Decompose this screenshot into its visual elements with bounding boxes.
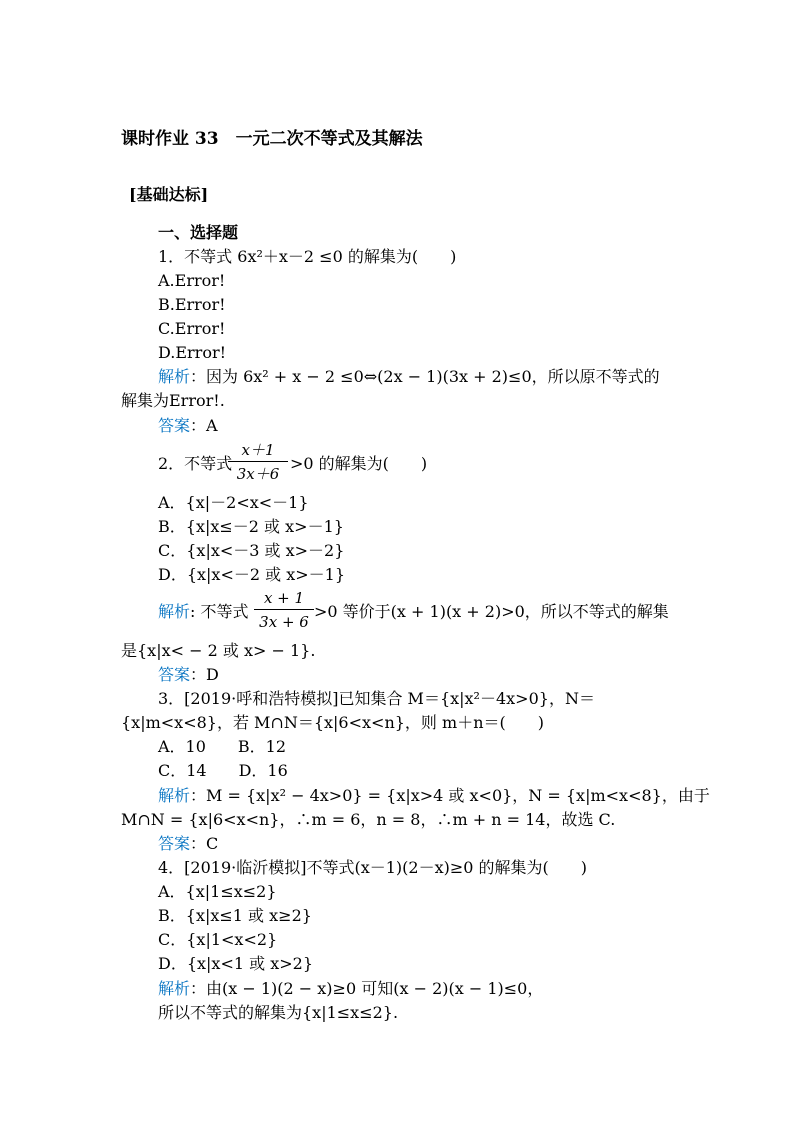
q2-analysis-prefix: : 不等式 <box>190 602 249 621</box>
q3-answer-value: ：C <box>190 834 219 853</box>
q1-answer <box>158 416 218 436</box>
fraction-bar <box>254 609 314 610</box>
q1-option-a: A.Error! <box>158 271 226 290</box>
q1-analysis-line2: 解集为Error!. <box>121 391 225 410</box>
answer-label: 答案 <box>158 416 191 435</box>
q2-stem-prefix: 2．不等式 <box>158 454 233 473</box>
q4-analysis-line2: 所以不等式的解集为{x|1≤x≤2}. <box>158 1003 399 1022</box>
q1-answer-value: ：A <box>190 416 218 435</box>
q2-analysis-frac-numerator: x + 1 <box>263 589 305 607</box>
q4-option-d: D．{x|x<1 或 x>2} <box>158 954 313 973</box>
q2-frac-denominator: 3x＋6 <box>236 465 280 483</box>
q2-option-d: D．{x|x<－2 或 x>－1} <box>158 565 345 584</box>
analysis-label: 解析 <box>158 786 191 805</box>
analysis-label: 解析 <box>158 367 191 386</box>
q2-option-b: B．{x|x≤－2 或 x>－1} <box>158 517 344 536</box>
q2-analysis-suffix: >0 等价于(x + 1)(x + 2)>0，所以不等式的解集 <box>314 602 669 621</box>
q2-analysis-line2: 是{x|x< − 2 或 x> − 1}. <box>121 641 316 660</box>
q2-option-c: C．{x|x<－3 或 x>－2} <box>158 541 345 560</box>
q3-analysis-text: ：M = {x|x² − 4x>0} = {x|x>4 或 x<0}，N = {x|m<x<8}，由于 <box>190 786 710 805</box>
q4-option-a: A．{x|1≤x≤2} <box>158 882 277 901</box>
q3-options-row2: C．14 D．16 <box>158 761 288 780</box>
q2-analysis-frac-denominator: 3x + 6 <box>259 613 309 631</box>
q2-answer-value: ：D <box>190 665 219 684</box>
q2-option-a: A．{x|－2<x<－1} <box>158 493 309 512</box>
answer-label: 答案 <box>158 834 191 853</box>
fraction-bar <box>228 461 288 462</box>
q2-analysis-line1 <box>158 602 249 622</box>
q4-analysis-text: ：由(x − 1)(2 − x)≥0 可知(x − 2)(x − 1)≤0， <box>190 979 544 998</box>
q1-option-c: C.Error! <box>158 319 226 338</box>
q4-option-c: C．{x|1<x<2} <box>158 930 278 949</box>
q3-analysis-line2: M∩N = {x|6<x<n}，∴m = 6，n = 8，∴m + n = 14，故选 C. <box>121 810 616 829</box>
q3-analysis-line1 <box>158 786 710 806</box>
section-label: [基础达标] <box>129 185 209 204</box>
q1-analysis-line1 <box>158 367 660 387</box>
q1-stem: 1．不等式 6x²＋x－2 ≤0 的解集为( ) <box>158 247 457 266</box>
q1-option-b: B.Error! <box>158 295 226 314</box>
analysis-label: 解析 <box>158 979 191 998</box>
q2-stem-fraction <box>228 441 288 483</box>
q1-analysis-text: ：因为 6x² + x − 2 ≤0⇔(2x − 1)(3x + 2)≤0，所以原不等式的 <box>190 367 660 386</box>
q2-frac-numerator: x＋1 <box>241 441 275 459</box>
q2-stem-suffix: >0 的解集为( ) <box>290 454 428 473</box>
q2-analysis-fraction <box>254 589 314 631</box>
analysis-label: 解析 <box>158 602 191 621</box>
q3-answer <box>158 834 218 854</box>
q1-option-d: D.Error! <box>158 343 227 362</box>
page-title: 课时作业 33 一元二次不等式及其解法 <box>121 129 423 149</box>
q2-answer <box>158 665 219 685</box>
subsection-label: 一、选择题 <box>158 223 239 242</box>
q4-analysis-line1 <box>158 979 543 999</box>
q4-stem: 4．[2019·临沂模拟]不等式(x－1)(2－x)≥0 的解集为( ) <box>158 858 588 877</box>
q3-options-row1: A．10 B．12 <box>158 737 287 756</box>
q3-stem-line2: {x|m<x<8}，若 M∩N＝{x|6<x<n}，则 m＋n＝( ) <box>121 713 544 732</box>
q3-stem-line1: 3．[2019·呼和浩特模拟]已知集合 M＝{x|x²－4x>0}，N＝ <box>158 689 595 708</box>
answer-label: 答案 <box>158 665 191 684</box>
q4-option-b: B．{x|x≤1 或 x≥2} <box>158 906 312 925</box>
